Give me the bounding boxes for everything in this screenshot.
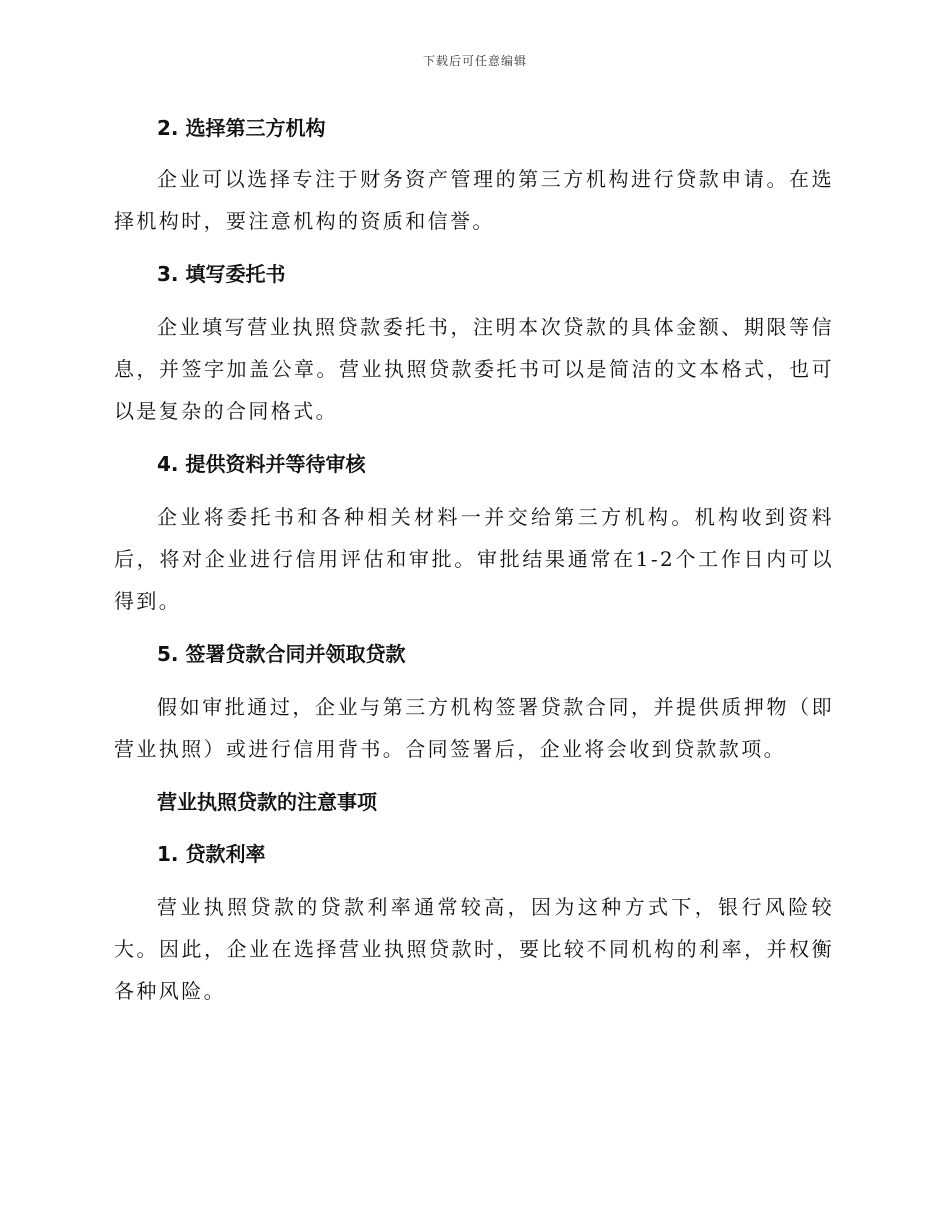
section-paragraph-submit-materials: 企业将委托书和各种相关材料一并交给第三方机构。机构收到资料后，将对企业进行信用评估和审批。审批结果通常在1-2个工作日内可以得到。 (114, 505, 834, 613)
section-heading-choose-institution: 2. 选择第三方机构 (157, 116, 326, 140)
section-heading-precautions: 营业执照贷款的注意事项 (157, 790, 377, 814)
section-heading-interest-rate: 1. 贷款利率 (157, 842, 266, 866)
section-paragraph-interest-rate: 营业执照贷款的贷款利率通常较高，因为这种方式下，银行风险较大。因此，企业在选择营业执照贷款时，要比较不同机构的利率，并权衡各种风险。 (114, 895, 834, 1003)
section-paragraph-sign-contract: 假如审批通过，企业与第三方机构签署贷款合同，并提供质押物（即营业执照）或进行信用背书。合同签署后，企业将会收到贷款款项。 (114, 695, 834, 761)
document-body (114, 108, 834, 1012)
section-heading-submit-materials: 4. 提供资料并等待审核 (157, 452, 366, 476)
section-paragraph-choose-institution: 企业可以选择专注于财务资产管理的第三方机构进行贷款申请。在选择机构时，要注意机构的资质和信誉。 (114, 167, 834, 233)
page-header: 下载后可任意编辑 (422, 54, 527, 68)
section-heading-sign-contract: 5. 签署贷款合同并领取贷款 (157, 642, 406, 666)
section-paragraph-fill-authorization: 企业填写营业执照贷款委托书，注明本次贷款的具体金额、期限等信息，并签字加盖公章。营业执照贷款委托书可以是简洁的文本格式，也可以是复杂的合同格式。 (114, 315, 834, 423)
section-heading-fill-authorization: 3. 填写委托书 (157, 262, 286, 286)
